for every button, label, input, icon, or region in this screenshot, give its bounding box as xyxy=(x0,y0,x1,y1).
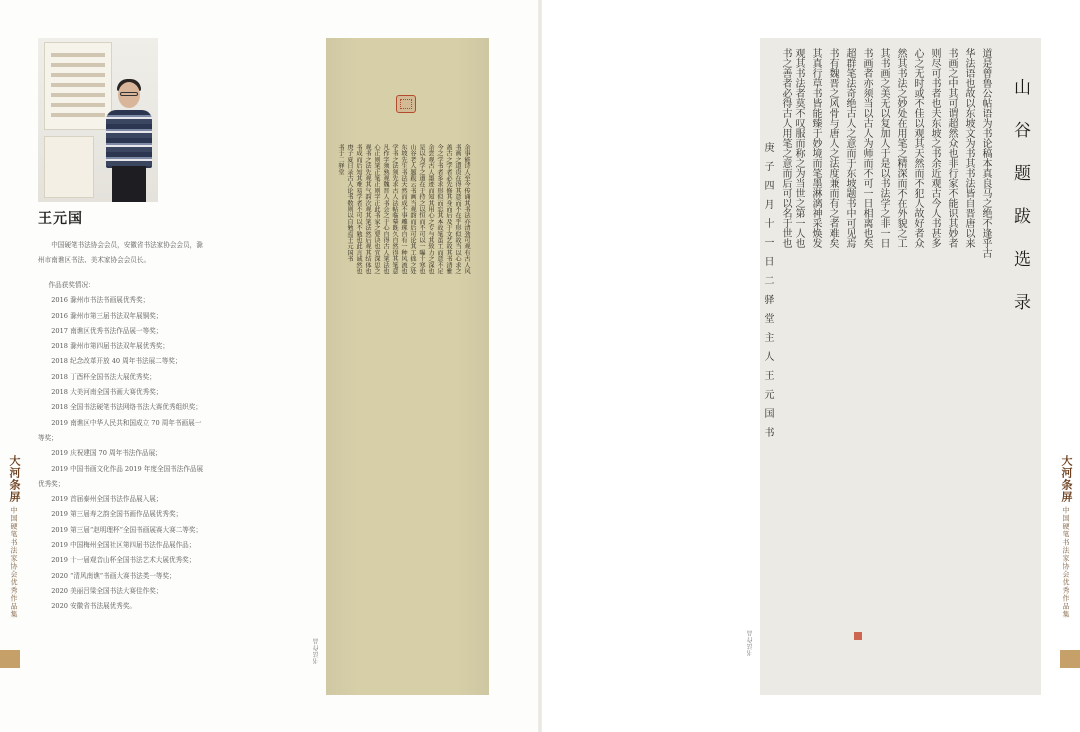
red-seal-stamp-small xyxy=(854,632,862,640)
artist-name: 王元国 xyxy=(38,211,83,227)
calligraphy-column: 书有魏晋之风骨与唐人之法度兼而有之者难矣 xyxy=(827,48,838,248)
calligraphy-column: 余事能诗人至今传诵其书法亦清劲可观有古人风 xyxy=(463,144,470,275)
calligraphy-column: 书之善者必得古人用笔之意而后可以名于世也 xyxy=(780,48,791,248)
calligraphy-column: 学书之法须先求古人法帖临摹既久自然得其笔意 xyxy=(391,144,398,275)
artist-photo xyxy=(38,38,158,202)
bio-text: 中国硬笔书法协会会员，安徽省书法家协会会员，滁州市南谯区书法、美术家协会会员长。 xyxy=(38,241,203,264)
calligraphy-inscription: 书于二驿堂 xyxy=(337,144,344,175)
side-caption-left xyxy=(6,455,22,618)
award-item: 2019 第三届寿之韵全国书画作品展优秀奖； xyxy=(51,510,183,519)
award-item: 2019 南谯区中华人民共和国成立 70 周年书画展一等奖； xyxy=(38,418,202,442)
calligraphy-column: 今之学书者多求形似而忘其本故笔虽工而意不足 xyxy=(436,144,443,275)
work-title: 山谷题跋选录 xyxy=(1010,78,1030,336)
award-item: 2018 大美河南全国书画大赛优秀奖； xyxy=(51,388,163,397)
award-item: 2018 全国书法硬笔书法网络书法大赛优秀组织奖； xyxy=(51,403,202,412)
calligraphy-column: 书成而后知其难易学者不可以不勉也此言诚然也 xyxy=(355,144,362,275)
awards-heading: 作品获奖情况： xyxy=(48,281,95,289)
red-seal-stamp xyxy=(396,95,416,113)
calligraphy-column: 然其书法之妙处在用笔之精深而不在外貌之工 xyxy=(895,48,906,248)
calligraphy-column: 观其书法者莫不叹服而称之为当世之第一人也 xyxy=(793,48,804,248)
wall-calligraphy-image-2 xyxy=(44,136,94,198)
calligraphy-column: 庚子夏日录古人论书数则以自勉焉王元国书 xyxy=(346,144,353,262)
calligraphy-column: 书画之道贵在得其意而不在乎形似故当以心求之 xyxy=(454,144,461,275)
calligraphy-column: 是以为学之道在于持之以恒而不可以一曝十寒也 xyxy=(418,144,425,275)
calligraphy-scroll-left xyxy=(326,38,489,695)
credit-left: 书法作品 xyxy=(313,638,320,664)
work-signature: 庚子四月十一日二驿堂主人王元国书 xyxy=(762,142,773,446)
calligraphy-column: 道是曾鲁公帖语为书论稿本真良马之绝不逢乎古 xyxy=(980,48,991,258)
credit-right: 书法作品 xyxy=(747,630,754,656)
calligraphy-column: 超群笔法奇绝古人之意而于东坡题书中可见焉 xyxy=(844,48,855,248)
calligraphy-column: 其真行草书皆能臻于妙境而笔墨淋漓神采焕发 xyxy=(810,48,821,248)
award-item: 2019 中国书画文化作品 2019 年度全国书法作品展优秀奖； xyxy=(38,464,204,488)
calligraphy-column: 东坡先生书法天然而成不事雕琢自有一种风流也 xyxy=(400,144,407,275)
award-item: 2018 丁酉杯全国书法大展优秀奖； xyxy=(51,372,156,381)
award-item: 2019 庆祝建国 70 周年书法作品展； xyxy=(51,449,162,458)
calligraphy-column: 山谷老人题跋云书画当观韵而后可论其工拙之处 xyxy=(409,144,416,275)
calligraphy-column: 凡作字须熟观魏晋人书会之于心自得古人笔法也 xyxy=(382,144,389,275)
award-item: 2020 美丽吕梁全国书法大赛佳作奖； xyxy=(51,586,163,595)
calligraphy-column: 心正则笔正笔正则字正此书家之要诀也宜深思之 xyxy=(373,144,380,275)
calligraphy-column: 则尽可书者也夫东坡之书余近观古今人书甚多 xyxy=(929,48,940,248)
award-item: 2019 首届泰州全国书法作品展入展； xyxy=(51,495,163,504)
award-item: 2018 纪念改革开放 40 周年书法展二等奖； xyxy=(51,357,182,366)
page-tab-right xyxy=(1060,650,1080,668)
award-item: 2016 滁州市第三届书法双年展铜奖； xyxy=(51,311,163,320)
award-item: 2020 “清风南谯”书画大赛书法类一等奖； xyxy=(51,571,176,580)
calligraphy-column: 观书之法先观其气韵次观其笔法然后观其结体也 xyxy=(364,144,371,275)
side-caption-sub: 中国硬笔书法家协会优秀作品集 xyxy=(1062,506,1070,619)
award-item: 2016 滁州市书法书画展优秀奖； xyxy=(51,296,150,305)
calligraphy-column: 心之无时或不佳以观其天然而不犯人故好者众 xyxy=(912,48,923,248)
calligraphy-column: 书画者亦须当以古人为师而不可一日相离也矣 xyxy=(861,48,872,248)
side-caption-title: 大河条屏 xyxy=(1060,455,1073,503)
side-caption-title: 大河条屏 xyxy=(8,455,21,503)
artist-bio xyxy=(38,238,206,268)
award-item: 2019 中国梅州全国社区第四届书法作品展作品； xyxy=(51,541,196,550)
calligraphy-column: 书画之中其可谓超然众也非行家不能识其妙者 xyxy=(946,48,957,248)
award-item: 2020 安徽省书法展优秀奖。 xyxy=(51,602,137,611)
award-item: 2018 滁州市第四届书法双年展优秀奖； xyxy=(51,342,169,351)
award-item: 2019 第三届“赵明理杯”全国书画展赛大赛二等奖； xyxy=(51,525,203,534)
calligraphy-column: 盖古之学者必先修其身而后及于文艺故其书清雅 xyxy=(445,144,452,275)
calligraphy-column: 余尝观古人墨迹而知其用心之专与其致力之深也 xyxy=(427,144,434,275)
awards-list xyxy=(38,278,206,615)
calligraphy-column: 其书画之美无以复加人于是以书法学之非一日 xyxy=(878,48,889,248)
award-item: 2019 十一届观音山杯全国书法艺术大展优秀奖； xyxy=(51,556,196,565)
page-tab-left xyxy=(0,650,20,668)
side-caption-sub: 中国硬笔书法家协会优秀作品集 xyxy=(10,506,18,619)
side-caption-right xyxy=(1058,455,1074,618)
wall-calligraphy-image xyxy=(44,42,112,130)
calligraphy-column: 华法语也故以东坡文为书其书法皆自晋唐以来 xyxy=(963,48,974,248)
award-item: 2017 南谯区优秀书法作品展一等奖； xyxy=(51,326,163,335)
